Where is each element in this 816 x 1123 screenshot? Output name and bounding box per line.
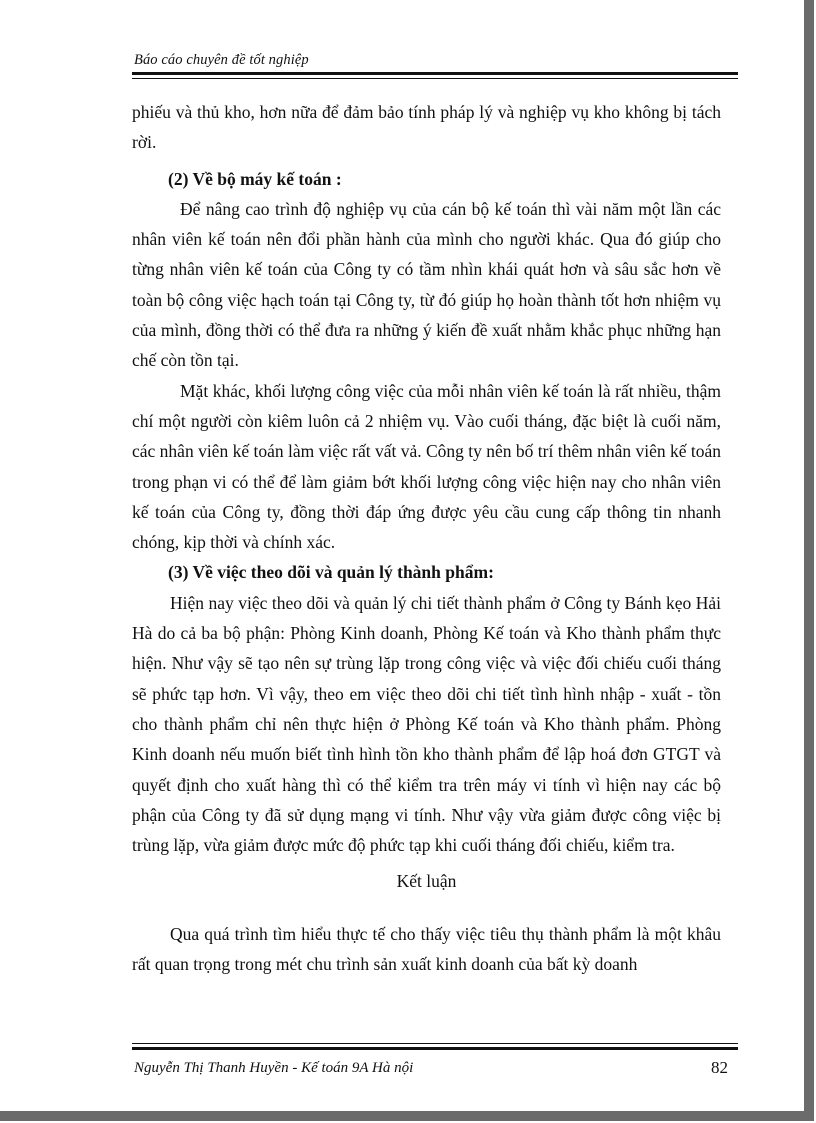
header-rule-thin [132,78,738,79]
page-number: 82 [711,1058,728,1077]
header-rule-thick [132,72,738,75]
paragraph: Qua quá trình tìm hiểu thực tế cho thấy việc tiêu thụ thành phẩm là một khâu rất quan trọng trong mét chu trình sản xuất kinh doanh của bất kỳ doanh [132,923,721,975]
paragraph-continued: phiếu và thủ kho, hơn nữa để đảm bảo tính pháp lý và nghiệp vụ kho không bị tách rời. [132,102,721,153]
conclusion-heading: Kết luận [396,871,457,892]
section-heading-2: (2) Về bộ máy kế toán : [168,168,342,189]
running-header: Báo cáo chuyên đề tốt nghiệp [134,52,309,68]
document-body [132,97,721,979]
running-footer: Nguyễn Thị Thanh Huyền - Kế toán 9A Hà nội [134,1060,414,1076]
section-heading-3: (3) Về việc theo dõi và quản lý thành phẩm: [168,562,494,583]
paragraph: Để nâng cao trình độ nghiệp vụ của cán bộ kế toán thì vài năm một lần các nhân viên kế toán nên đổi phần hành của mình cho người khác. Qua đó giúp cho từng nhân viên kế toán của Công ty có tầm nhìn khái quát hơn và sâu sắc hơn về toàn bộ công việc hạch toán tại Công ty, từ đó giúp họ hoàn thành tốt hơn nhiệm vụ của mình, đồng thời có thể đưa ra những ý kiến đề xuất nhằm khắc phục những hạn chế còn tồn tại. [132,198,721,371]
footer-rule-thin [132,1043,738,1044]
paragraph: Mặt khác, khối lượng công việc của mỗi nhân viên kế toán là rất nhiều, thậm chí một người còn kiêm luôn cả 2 nhiệm vụ. Vào cuối tháng, đặc biệt là cuối năm, các nhân viên kế toán làm việc rất vất vả. Công ty nên bố trí thêm nhân viên kế toán trong phạn vi có thể để làm giảm bớt khối lượng công việc hiện nay cho nhân viên kế toán của Công ty, đồng thời đáp ứng được yêu cầu cung cấp thông tin nhanh chóng, kịp thời và chính xác. [132,380,721,553]
footer-rule-thick [132,1047,738,1050]
paragraph: Hiện nay việc theo dõi và quản lý chi tiết thành phẩm ở Công ty Bánh kẹo Hải Hà do cả ba bộ phận: Phòng Kinh doanh, Phòng Kế toán và Kho thành phẩm thực hiện. Như vậy sẽ tạo nên sự trùng lặp trong công việc và việc đối chiếu cuối tháng sẽ phức tạp hơn. Vì vậy, theo em việc theo dõi chi tiết tình hình nhập - xuất - tồn cho thành phẩm chỉ nên thực hiện ở Phòng Kế toán và Kho thành phẩm. Phòng Kinh doanh nếu muốn biết tình hình tồn kho thành phẩm để lập hoá đơn GTGT và quyết định cho xuất hàng thì có thể kiểm tra trên máy vi tính vì hiện nay các bộ phận của Công ty đã sử dụng mạng vi tính. Như vậy vừa giảm được công việc bị trùng lặp, vừa giảm được mức độ phức tạp khi cuối tháng đối chiếu, kiểm tra. [132,592,721,856]
